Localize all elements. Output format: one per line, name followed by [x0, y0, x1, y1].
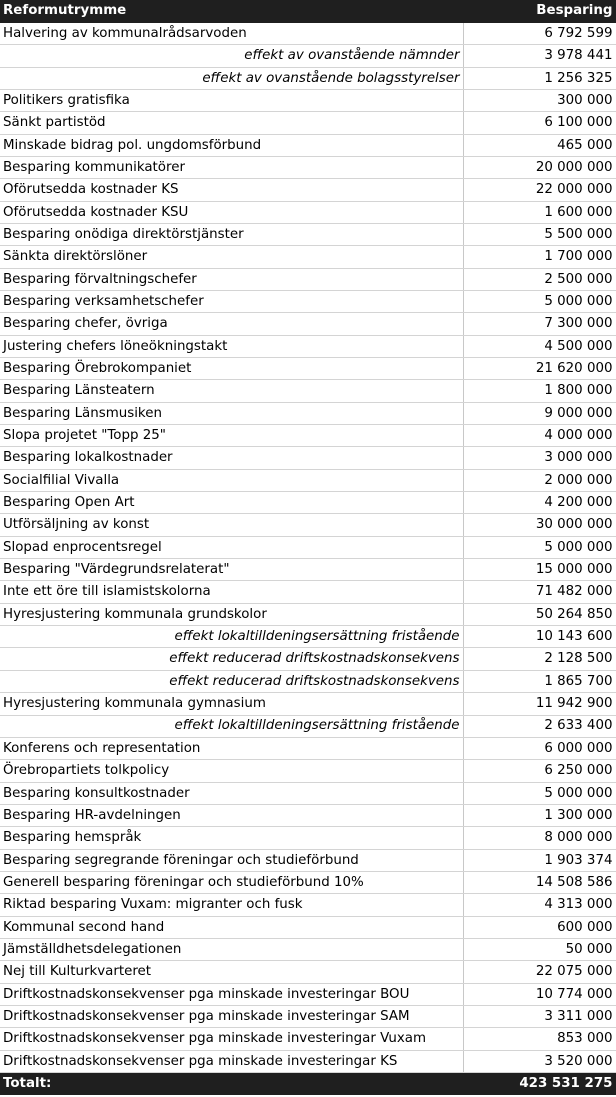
row-value: 3 978 441 [463, 45, 616, 67]
row-value: 1 256 325 [463, 67, 616, 89]
row-label: Driftkostnadskonsekvenser pga minskade investeringar BOU [0, 983, 463, 1005]
row-label: effekt av ovanstående bolagsstyrelser [0, 67, 463, 89]
row-label: Halvering av kommunalrådsarvoden [0, 22, 463, 44]
table-row [0, 693, 616, 715]
row-value: 600 000 [463, 916, 616, 938]
row-label: Driftkostnadskonsekvenser pga minskade investeringar KS [0, 1050, 463, 1072]
row-label: effekt av ovanstående nämnder [0, 45, 463, 67]
table-row [0, 603, 616, 625]
table-row [0, 45, 616, 67]
row-value: 3 520 000 [463, 1050, 616, 1072]
row-value: 5 500 000 [463, 223, 616, 245]
row-label: Slopa projetet "Topp 25" [0, 425, 463, 447]
row-label: Besparing Länsteatern [0, 380, 463, 402]
row-label: Hyresjustering kommunala gymnasium [0, 693, 463, 715]
table-row [0, 112, 616, 134]
table-row [0, 447, 616, 469]
row-value: 2 633 400 [463, 715, 616, 737]
row-label: effekt reducerad driftskostnadskonsekvens [0, 670, 463, 692]
table-row [0, 849, 616, 871]
table-row [0, 290, 616, 312]
table-row [0, 1050, 616, 1072]
table-row [0, 737, 616, 759]
row-label: effekt lokaltilldeningsersättning fristående [0, 626, 463, 648]
row-value: 8 000 000 [463, 827, 616, 849]
table-row [0, 983, 616, 1005]
row-label: Socialfilial Vivalla [0, 469, 463, 491]
row-value: 853 000 [463, 1028, 616, 1050]
row-value: 7 300 000 [463, 313, 616, 335]
row-label: Besparing konsultkostnader [0, 782, 463, 804]
table-row [0, 916, 616, 938]
row-label: Besparing onödiga direktörstjänster [0, 223, 463, 245]
header-reform: Reformutrymme [0, 0, 463, 22]
row-value: 9 000 000 [463, 402, 616, 424]
row-label: Nej till Kulturkvarteret [0, 961, 463, 983]
row-label: Kommunal second hand [0, 916, 463, 938]
table-row [0, 201, 616, 223]
row-value: 20 000 000 [463, 156, 616, 178]
table-row [0, 67, 616, 89]
row-value: 1 700 000 [463, 246, 616, 268]
table-row [0, 626, 616, 648]
row-label: Driftkostnadskonsekvenser pga minskade investeringar SAM [0, 1005, 463, 1027]
row-value: 6 000 000 [463, 737, 616, 759]
row-label: Besparing Örebrokompaniet [0, 358, 463, 380]
row-value: 1 600 000 [463, 201, 616, 223]
row-label: Driftkostnadskonsekvenser pga minskade investeringar Vuxam [0, 1028, 463, 1050]
table-row [0, 782, 616, 804]
row-value: 465 000 [463, 134, 616, 156]
table-row [0, 246, 616, 268]
table-row [0, 402, 616, 424]
row-label: Riktad besparing Vuxam: migranter och fusk [0, 894, 463, 916]
row-value: 14 508 586 [463, 871, 616, 893]
row-value: 4 313 000 [463, 894, 616, 916]
row-value: 50 264 850 [463, 603, 616, 625]
row-label: Besparing hemspråk [0, 827, 463, 849]
row-value: 2 000 000 [463, 469, 616, 491]
table-row [0, 156, 616, 178]
row-value: 5 000 000 [463, 536, 616, 558]
table-row [0, 827, 616, 849]
row-value: 1 865 700 [463, 670, 616, 692]
table-row [0, 559, 616, 581]
row-value: 2 500 000 [463, 268, 616, 290]
row-label: Besparing förvaltningschefer [0, 268, 463, 290]
table-row [0, 871, 616, 893]
row-label: Besparing "Värdegrundsrelaterat" [0, 559, 463, 581]
row-value: 10 143 600 [463, 626, 616, 648]
table-row [0, 938, 616, 960]
table-row [0, 22, 616, 44]
table-row [0, 358, 616, 380]
row-value: 3 000 000 [463, 447, 616, 469]
row-label: Minskade bidrag pol. ungdomsförbund [0, 134, 463, 156]
header-saving: Besparing [463, 0, 616, 22]
row-label: effekt reducerad driftskostnadskonsekvens [0, 648, 463, 670]
row-label: Örebropartiets tolkpolicy [0, 760, 463, 782]
row-value: 6 100 000 [463, 112, 616, 134]
row-value: 5 000 000 [463, 782, 616, 804]
table-row [0, 670, 616, 692]
table-row [0, 961, 616, 983]
row-label: Besparing verksamhetschefer [0, 290, 463, 312]
row-value: 3 311 000 [463, 1005, 616, 1027]
table-row [0, 313, 616, 335]
row-label: Hyresjustering kommunala grundskolor [0, 603, 463, 625]
table-row [0, 804, 616, 826]
row-label: Jämställdhetsdelegationen [0, 938, 463, 960]
table-row [0, 514, 616, 536]
row-value: 21 620 000 [463, 358, 616, 380]
total-label: Totalt: [0, 1073, 463, 1095]
total-row [0, 1073, 616, 1095]
row-value: 1 300 000 [463, 804, 616, 826]
table-row [0, 179, 616, 201]
row-label: Besparing kommunikatörer [0, 156, 463, 178]
table-row [0, 268, 616, 290]
row-label: Generell besparing föreningar och studieförbund 10% [0, 871, 463, 893]
table-row [0, 648, 616, 670]
row-value: 50 000 [463, 938, 616, 960]
table-row [0, 581, 616, 603]
row-label: Oförutsedda kostnader KSU [0, 201, 463, 223]
row-label: Politikers gratisfika [0, 89, 463, 111]
table-row [0, 894, 616, 916]
row-value: 30 000 000 [463, 514, 616, 536]
row-label: effekt lokaltilldeningsersättning fristående [0, 715, 463, 737]
row-label: Besparing HR-avdelningen [0, 804, 463, 826]
row-label: Besparing segregrande föreningar och studieförbund [0, 849, 463, 871]
row-value: 1 800 000 [463, 380, 616, 402]
table-body [0, 22, 616, 1072]
row-value: 4 200 000 [463, 492, 616, 514]
row-label: Sänkta direktörslöner [0, 246, 463, 268]
row-value: 6 250 000 [463, 760, 616, 782]
row-value: 10 774 000 [463, 983, 616, 1005]
table-row [0, 760, 616, 782]
header-row [0, 0, 616, 22]
table-row [0, 469, 616, 491]
table-row [0, 1005, 616, 1027]
table-row [0, 425, 616, 447]
row-value: 2 128 500 [463, 648, 616, 670]
row-label: Konferens och representation [0, 737, 463, 759]
row-label: Besparing Open Art [0, 492, 463, 514]
row-value: 1 903 374 [463, 849, 616, 871]
table-row [0, 335, 616, 357]
row-value: 71 482 000 [463, 581, 616, 603]
row-label: Besparing Länsmusiken [0, 402, 463, 424]
row-label: Inte ett öre till islamistskolorna [0, 581, 463, 603]
row-label: Justering chefers löneökningstakt [0, 335, 463, 357]
table-row [0, 536, 616, 558]
row-value: 22 075 000 [463, 961, 616, 983]
row-label: Utförsäljning av konst [0, 514, 463, 536]
row-label: Oförutsedda kostnader KS [0, 179, 463, 201]
total-value: 423 531 275 [463, 1073, 616, 1095]
row-label: Besparing chefer, övriga [0, 313, 463, 335]
row-value: 4 500 000 [463, 335, 616, 357]
table-row [0, 1028, 616, 1050]
table-row [0, 89, 616, 111]
row-value: 15 000 000 [463, 559, 616, 581]
row-value: 6 792 599 [463, 22, 616, 44]
table-row [0, 134, 616, 156]
row-label: Besparing lokalkostnader [0, 447, 463, 469]
table-row [0, 492, 616, 514]
row-value: 5 000 000 [463, 290, 616, 312]
row-label: Sänkt partistöd [0, 112, 463, 134]
table-row [0, 380, 616, 402]
row-value: 22 000 000 [463, 179, 616, 201]
table-row [0, 715, 616, 737]
row-label: Slopad enprocentsregel [0, 536, 463, 558]
row-value: 4 000 000 [463, 425, 616, 447]
row-value: 11 942 900 [463, 693, 616, 715]
table-row [0, 223, 616, 245]
row-value: 300 000 [463, 89, 616, 111]
